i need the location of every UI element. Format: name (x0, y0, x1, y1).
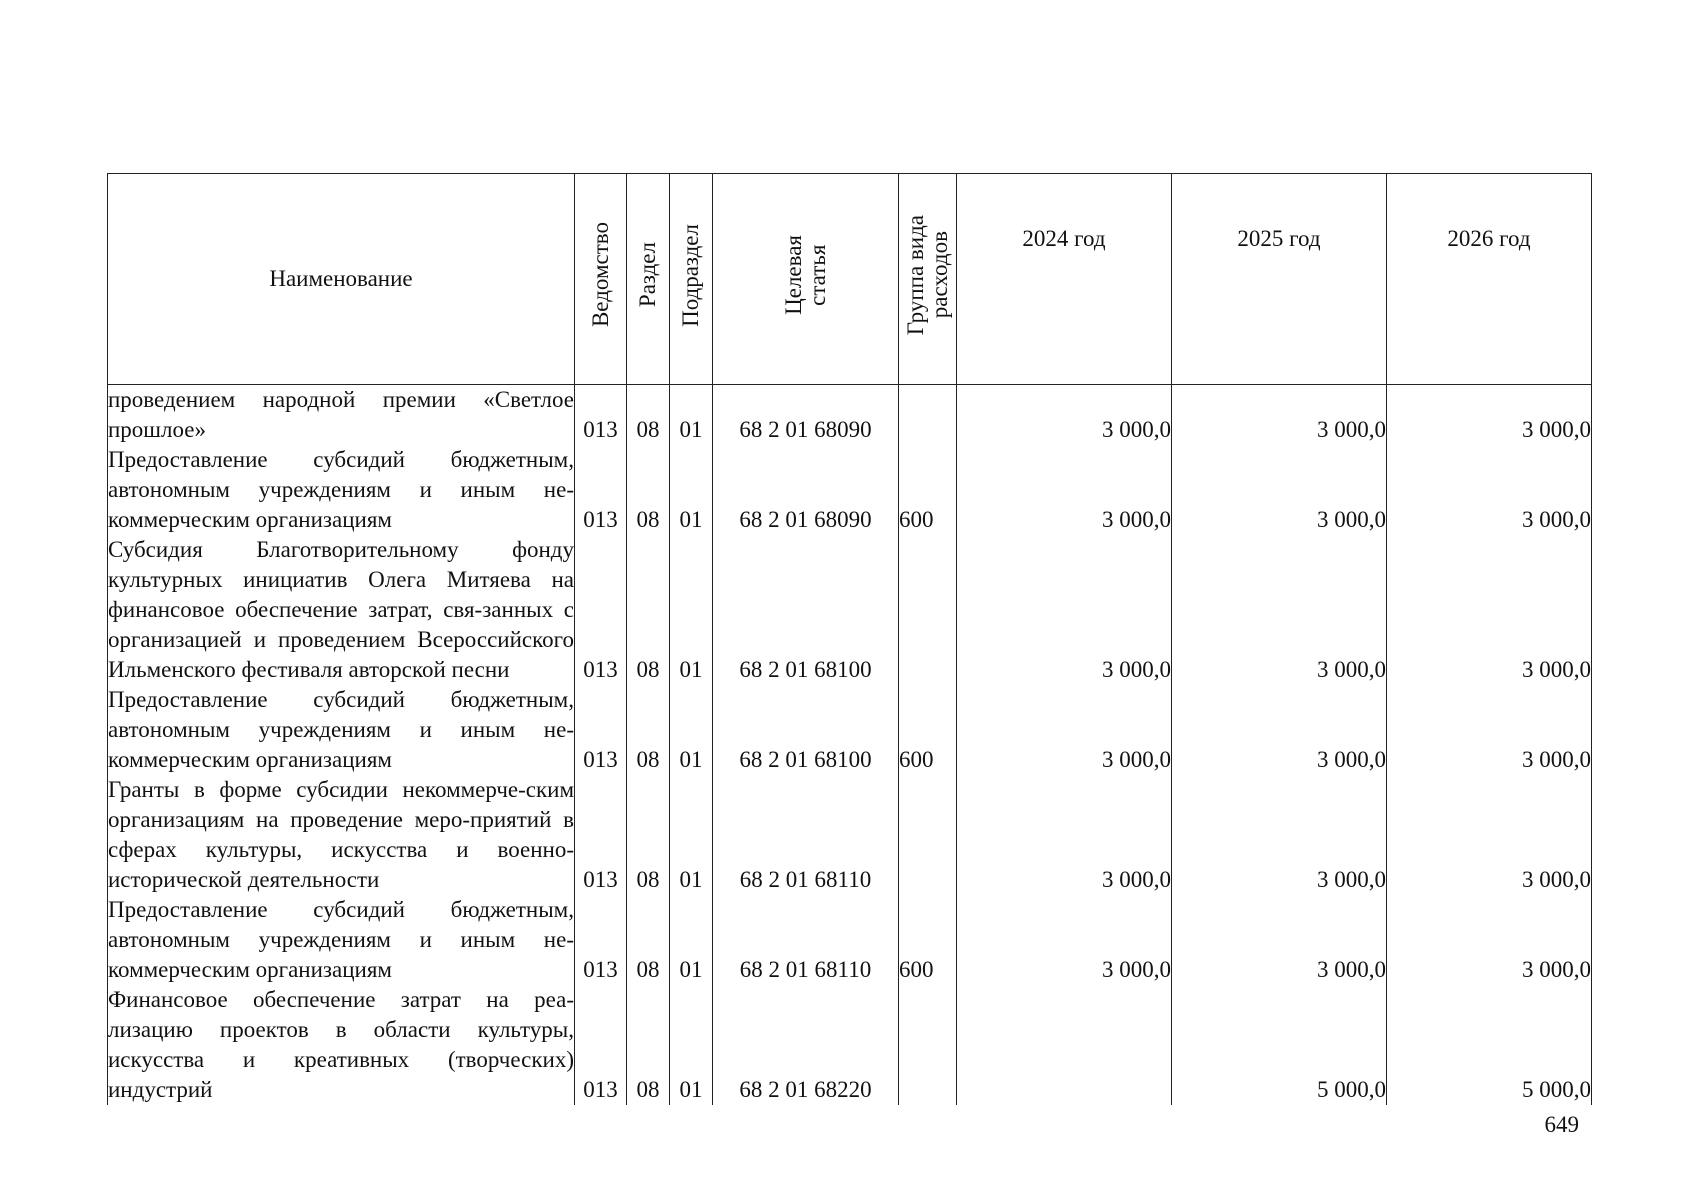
header-2024: 2024 год (957, 174, 1172, 385)
cell-2025 (1172, 895, 1387, 985)
cell-gruppa (899, 535, 957, 685)
cell-name-text: Предоставление субсидий бюджетным, автономным учреждениям и иным не-коммерческим организациям (108, 897, 574, 982)
cell-celevaya (713, 535, 899, 685)
cell-2025 (1172, 385, 1387, 446)
cell-celevaya (713, 385, 899, 446)
cell-gruppa-text: 600 (899, 747, 934, 772)
cell-2024-text: 3 000,0 (1102, 867, 1171, 892)
cell-name (108, 445, 575, 535)
cell-2024-text: 3 000,0 (1102, 657, 1171, 682)
cell-2026 (1387, 685, 1592, 775)
cell-vedomstvo (575, 535, 627, 685)
cell-razdel (627, 445, 670, 535)
header-celevaya-line2: статья (804, 244, 830, 306)
cell-2025 (1172, 445, 1387, 535)
cell-vedomstvo (575, 985, 627, 1105)
cell-podrazdel-text: 01 (679, 417, 703, 442)
cell-vedomstvo-text: 013 (583, 1077, 618, 1102)
cell-2025-text: 3 000,0 (1317, 417, 1386, 442)
cell-2025-text: 3 000,0 (1317, 957, 1386, 982)
cell-vedomstvo (575, 775, 627, 895)
cell-razdel (627, 685, 670, 775)
cell-razdel-text: 08 (636, 867, 660, 892)
cell-2026-text: 3 000,0 (1522, 867, 1591, 892)
header-name: Наименование (108, 174, 575, 385)
cell-name-text: Субсидия Благотворительному фонду культурных инициатив Олега Митяева на финансовое обеспечение затрат, свя-занных с организацией и проведением Всероссийского Ильменского фестиваля авторской песни (108, 537, 574, 682)
header-2026: 2026 год (1387, 174, 1592, 385)
cell-podrazdel-text: 01 (679, 867, 703, 892)
cell-2025-text: 5 000,0 (1317, 1077, 1386, 1102)
table-row (108, 985, 1592, 1105)
table-row (108, 385, 1592, 446)
cell-podrazdel (670, 985, 713, 1105)
cell-2024-text: 3 000,0 (1102, 417, 1171, 442)
header-gruppa-line2: расходов (926, 231, 952, 319)
cell-2024-text: 3 000,0 (1102, 507, 1171, 532)
header-celevaya-line1: Целевая (780, 235, 806, 315)
cell-name (108, 985, 575, 1105)
cell-2026 (1387, 775, 1592, 895)
cell-celevaya-text: 68 2 01 68220 (739, 1077, 872, 1102)
cell-2026 (1387, 985, 1592, 1105)
cell-name-text: Гранты в форме субсидии некоммерче-ским организациям на проведение меро-приятий в сферах культуры, искусства и военно-исторической деятельности (108, 777, 574, 892)
cell-razdel-text: 08 (636, 957, 660, 982)
header-razdel: Раздел (627, 174, 670, 385)
cell-vedomstvo-text: 013 (583, 867, 618, 892)
cell-podrazdel-text: 01 (679, 507, 703, 532)
cell-vedomstvo-text: 013 (583, 507, 618, 532)
cell-2025 (1172, 775, 1387, 895)
cell-podrazdel (670, 685, 713, 775)
header-vedomstvo: Ведомство (575, 174, 627, 385)
cell-razdel (627, 775, 670, 895)
cell-name (108, 385, 575, 446)
cell-2024 (957, 535, 1172, 685)
cell-2026-text: 3 000,0 (1522, 957, 1591, 982)
cell-2026-text: 3 000,0 (1522, 747, 1591, 772)
header-gruppa-line1: Группа вида (902, 214, 928, 336)
cell-name-text: Предоставление субсидий бюджетным, автономным учреждениям и иным не-коммерческим организациям (108, 687, 574, 772)
cell-vedomstvo-text: 013 (583, 957, 618, 982)
header-2025: 2025 год (1172, 174, 1387, 385)
cell-gruppa-text: 600 (899, 507, 934, 532)
cell-razdel (627, 985, 670, 1105)
cell-2025-text: 3 000,0 (1317, 747, 1386, 772)
cell-vedomstvo (575, 685, 627, 775)
page-number: 649 (1544, 1112, 1579, 1137)
cell-gruppa (899, 685, 957, 775)
cell-celevaya (713, 685, 899, 775)
budget-table (107, 173, 1592, 1105)
cell-podrazdel-text: 01 (679, 1077, 703, 1102)
cell-2025-text: 3 000,0 (1317, 867, 1386, 892)
cell-2025 (1172, 535, 1387, 685)
cell-razdel-text: 08 (636, 657, 660, 682)
cell-celevaya-text: 68 2 01 68090 (739, 507, 872, 532)
table-body (108, 385, 1592, 1106)
cell-2026 (1387, 895, 1592, 985)
cell-2026 (1387, 385, 1592, 446)
cell-2024 (957, 895, 1172, 985)
cell-podrazdel (670, 775, 713, 895)
cell-vedomstvo-text: 013 (583, 417, 618, 442)
cell-name (108, 535, 575, 685)
cell-razdel-text: 08 (636, 417, 660, 442)
cell-vedomstvo (575, 445, 627, 535)
header-gruppa (899, 174, 957, 385)
cell-razdel (627, 385, 670, 446)
cell-2025 (1172, 685, 1387, 775)
cell-2025-text: 3 000,0 (1317, 507, 1386, 532)
cell-2024 (957, 445, 1172, 535)
cell-podrazdel-text: 01 (679, 957, 703, 982)
cell-podrazdel-text: 01 (679, 747, 703, 772)
table-row (108, 895, 1592, 985)
cell-podrazdel (670, 445, 713, 535)
cell-celevaya-text: 68 2 01 68100 (739, 747, 872, 772)
cell-vedomstvo (575, 385, 627, 446)
cell-celevaya (713, 895, 899, 985)
cell-gruppa (899, 775, 957, 895)
header-celevaya (713, 174, 899, 385)
cell-gruppa (899, 385, 957, 446)
cell-gruppa (899, 895, 957, 985)
table-header (108, 174, 1592, 385)
table-row (108, 535, 1592, 685)
header-podrazdel: Подраздел (670, 174, 713, 385)
cell-2026-text: 3 000,0 (1522, 507, 1591, 532)
cell-podrazdel (670, 385, 713, 446)
cell-gruppa (899, 985, 957, 1105)
cell-2026-text: 3 000,0 (1522, 417, 1591, 442)
cell-podrazdel-text: 01 (679, 657, 703, 682)
cell-celevaya (713, 985, 899, 1105)
cell-2026-text: 3 000,0 (1522, 657, 1591, 682)
cell-2024 (957, 775, 1172, 895)
cell-celevaya-text: 68 2 01 68100 (739, 657, 872, 682)
cell-2024 (957, 385, 1172, 446)
cell-gruppa (899, 445, 957, 535)
cell-podrazdel (670, 895, 713, 985)
cell-celevaya-text: 68 2 01 68090 (739, 417, 872, 442)
cell-2026 (1387, 535, 1592, 685)
cell-vedomstvo-text: 013 (583, 747, 618, 772)
cell-vedomstvo (575, 895, 627, 985)
cell-razdel-text: 08 (636, 1077, 660, 1102)
table-row (108, 775, 1592, 895)
cell-celevaya (713, 445, 899, 535)
cell-name-text: Предоставление субсидий бюджетным, автономным учреждениям и иным не-коммерческим организациям (108, 447, 574, 532)
cell-name (108, 685, 575, 775)
table-row (108, 445, 1592, 535)
cell-razdel (627, 535, 670, 685)
cell-name-text: Финансовое обеспечение затрат на реа-лизацию проектов в области культуры, искусства и креативных (творческих) индустрий (108, 987, 574, 1102)
cell-2025 (1172, 985, 1387, 1105)
cell-celevaya-text: 68 2 01 68110 (739, 867, 872, 892)
cell-podrazdel (670, 535, 713, 685)
cell-name (108, 895, 575, 985)
cell-razdel (627, 895, 670, 985)
cell-2024 (957, 685, 1172, 775)
cell-razdel-text: 08 (636, 747, 660, 772)
cell-2026 (1387, 445, 1592, 535)
cell-2024-text: 3 000,0 (1102, 747, 1171, 772)
table-row (108, 685, 1592, 775)
cell-2024-text: 3 000,0 (1102, 957, 1171, 982)
cell-2024 (957, 985, 1172, 1105)
cell-vedomstvo-text: 013 (583, 657, 618, 682)
cell-2025-text: 3 000,0 (1317, 657, 1386, 682)
cell-gruppa-text: 600 (899, 957, 934, 982)
cell-celevaya-text: 68 2 01 68110 (739, 957, 872, 982)
cell-razdel-text: 08 (636, 507, 660, 532)
cell-name-text: проведением народной премии «Светлое прошлое» (108, 387, 574, 442)
cell-celevaya (713, 775, 899, 895)
cell-2026-text: 5 000,0 (1522, 1077, 1591, 1102)
cell-name (108, 775, 575, 895)
